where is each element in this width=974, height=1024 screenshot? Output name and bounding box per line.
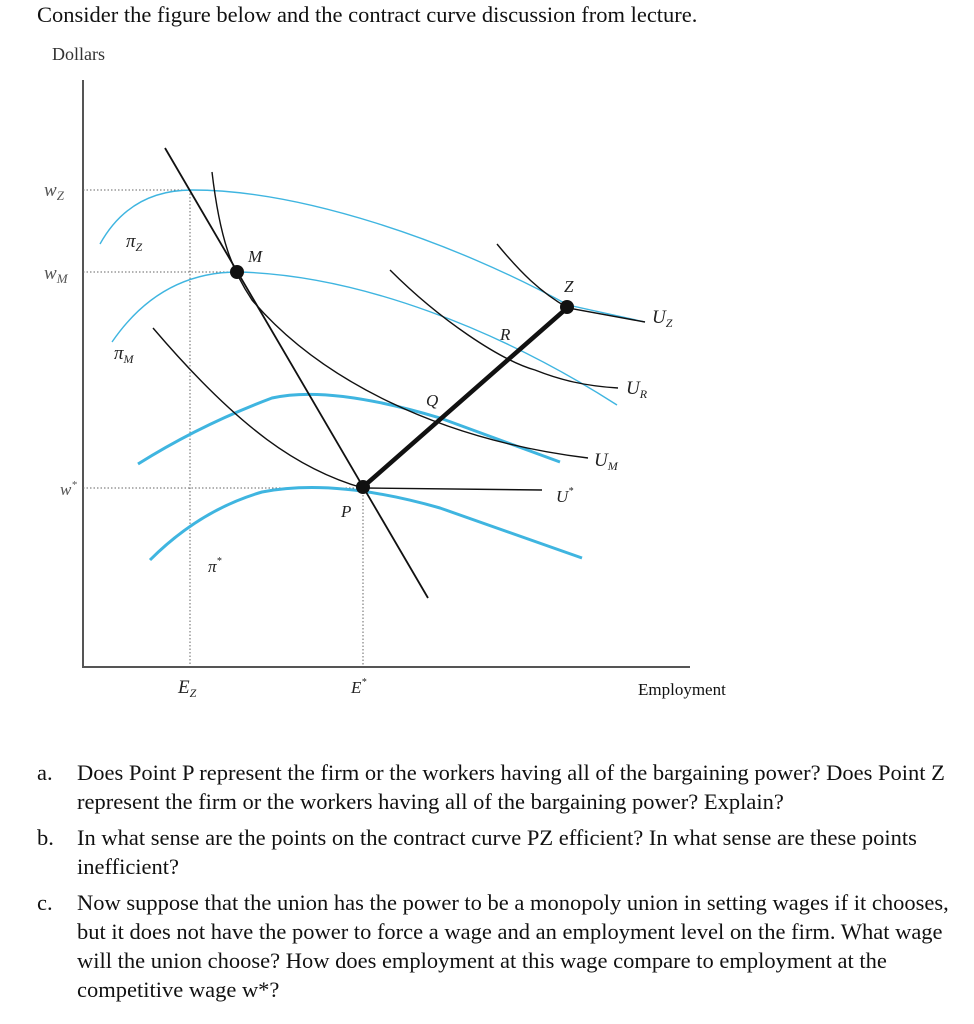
question-marker: a. (37, 760, 53, 785)
point-p (356, 480, 370, 494)
question-c (37, 888, 962, 1004)
label-point-r: R (500, 325, 511, 344)
label-u-star: U* (556, 486, 574, 506)
isoprofit-curves-thick (138, 394, 582, 560)
indifference-u-m (212, 172, 588, 458)
x-axis-label: Employment (638, 680, 726, 699)
labor-demand-curve (165, 148, 428, 598)
question-marker: b. (37, 825, 54, 850)
isoprofit-q (138, 394, 560, 464)
label-ez: $E_Z$ (178, 677, 197, 700)
point-z (560, 300, 574, 314)
label-pi-z: $\pi_Z$ (126, 231, 143, 254)
question-marker: c. (37, 890, 53, 915)
label-u-z: $U_Z$ (652, 307, 673, 330)
question-text: Does Point P represent the firm or the workers having all of the bargaining power? Does Point Z represent the firm or the workers having all of the bargaining power? Explain? (77, 760, 945, 814)
point-m (230, 265, 244, 279)
label-pi-m: $\pi_M$ (114, 343, 134, 366)
label-u-r: $U_R$ (626, 378, 648, 401)
question-b (37, 823, 962, 881)
label-wm: $w_M$ (44, 263, 68, 286)
guide-lines (83, 190, 363, 666)
label-pi-star: π* (208, 556, 222, 576)
question-text: Now suppose that the union has the power to be a monopoly union in setting wages if it chooses, but it does not have the power to force a wage and an employment level on the firm. What wage will the union choose? How does employment at this wage compare to employment at the competitive wage w*? (77, 890, 949, 1002)
label-point-m: M (248, 247, 263, 266)
question-list (37, 758, 962, 1011)
label-point-z: Z (564, 277, 574, 296)
label-wz: $w_Z$ (44, 180, 64, 203)
label-point-p: P (341, 502, 352, 521)
isoprofit-pi-m (112, 272, 617, 405)
contract-curve (363, 308, 567, 487)
indifference-u-star (153, 328, 542, 490)
isoprofit-curves (100, 190, 645, 405)
label-wstar: w* (60, 479, 77, 499)
label-point-q: Q (426, 391, 439, 410)
isoprofit-pi-star (150, 488, 582, 560)
label-u-m: $U_M$ (594, 450, 618, 473)
indifference-curves (153, 172, 645, 490)
question-text: In what sense are the points on the contract curve PZ efficient? In what sense are these points inefficient? (77, 825, 917, 879)
y-axis-label: Dollars (52, 44, 105, 64)
label-estar: E* (351, 677, 367, 697)
intro-text: Consider the figure below and the contract curve discussion from lecture. (37, 2, 698, 27)
question-a (37, 758, 962, 816)
